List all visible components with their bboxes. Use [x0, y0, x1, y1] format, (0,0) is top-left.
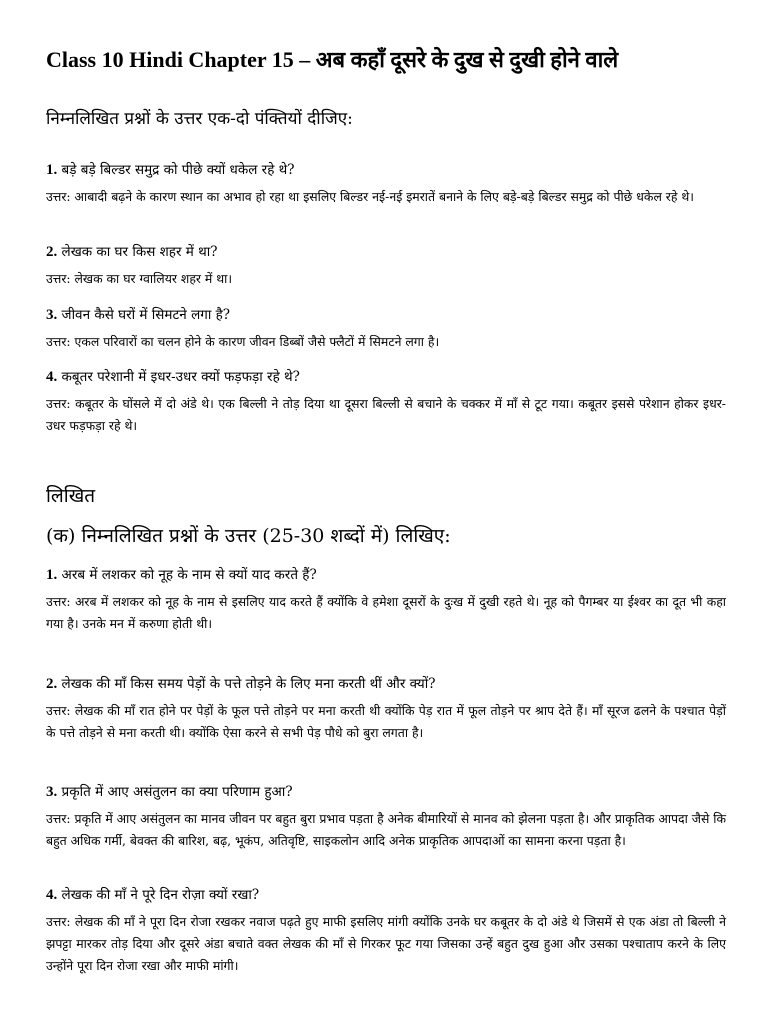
answer: उत्तर: प्रकृति में आए असंतुलन का मानव जीवन पर बहुत बुरा प्रभाव पड़ता है अनेक बीमारियों से मानव को झेलना पड़ता है। और प्राकृतिक आपदा जैसे कि बहुत अधिक गर्मी, बेवक्त की बारिश, बढ़, भूकंप, अतिवृष्टि, साइकलोन आदि अनेक प्राकृतिक आपदाओं का सामना करना पड़ता है। [46, 811, 726, 848]
question-number: 4. [46, 369, 58, 385]
question-number: 3. [46, 307, 58, 323]
question-number: 3. [46, 784, 58, 800]
qa-item-2 [46, 242, 726, 290]
section1-heading: निम्नलिखित प्रश्नों के उत्तर एक-दो पंक्तियों दीजिए: [46, 109, 353, 129]
answer: उत्तर: अरब में लशकर को नूह के नाम से इसलिए याद करते हैं क्योंकि वे हमेशा दूसरों के दुःख में दुखी रहते थे। नूह को पैगम्बर या ईश्वर का दूत भी कहा गया है। उनके मन में करुणा होती थी। [46, 594, 726, 631]
answer: उत्तर: लेखक की माँ रात होने पर पेड़ों के फूल पत्ते तोड़ने पर मना करती थी क्योंकि पेड़ रात में फूल तोड़ने पर श्राप देते हैं। माँ सूरज ढलने के पश्चात पेड़ों के पत्ते तोड़ने से मना करती थी। क्योंकि ऐसा करने से सभी पेड़ पौधे को बुरा लगता है। [46, 703, 726, 740]
question-number: 1. [46, 162, 58, 178]
question-text: जीवन कैसे घरों में सिमटने लगा है? [61, 307, 231, 323]
question [46, 160, 726, 180]
answer: उत्तर: एकल परिवारों का चलन होने के कारण जीवन डिब्बों जैसे फ्लैटों में सिमटने लगा है। [46, 334, 440, 349]
question [46, 674, 726, 694]
section2-title: लिखित [46, 485, 96, 507]
question [46, 242, 726, 262]
question [46, 367, 726, 387]
section2-heading: (क) निम्नलिखित प्रश्नों के उत्तर (25-30 शब्दों में) लिखिए: [46, 525, 451, 547]
question-number: 2. [46, 244, 58, 260]
answer: उत्तर: कबूतर के घोंसले में दो अंडे थे। एक बिल्ली ने तोड़ दिया था दूसरा बिल्ली से बचाने के चक्कर में माँ से टूट गया। कबूतर इससे परेशान होकर इधर-उधर फड़फड़ा रहे थे। [46, 396, 726, 433]
document-title: Class 10 Hindi Chapter 15 – अब कहाँ दूसरे के दुख से दुखी होने वाले [46, 47, 619, 72]
question [46, 305, 726, 325]
question-text: लेखक का घर किस शहर में था? [61, 244, 218, 260]
question [46, 885, 726, 905]
qa-item-3 [46, 305, 726, 353]
qa-item-1 [46, 160, 726, 208]
qa-item-7 [46, 782, 726, 852]
answer: उत्तर: लेखक की माँ ने पूरा दिन रोजा रखकर नवाज पढ़ते हुए माफी इसलिए मांगी क्योंकि उनके घर कबूतर के दो अंडे थे जिसमें से एक अंडा तो बिल्ली ने झपट्टा मारकर तोड़ दिया और दूसरे अंडा बचाते वक्त लेखक की माँ से गिरकर फूट गया जिसका उन्हें बहुत दुख हुआ और उसका पश्चाताप करने के लिए उन्होंने पूरा दिन रोजा रखा और माफी मांगी। [46, 914, 726, 973]
answer: उत्तर: आबादी बढ़ने के कारण स्थान का अभाव हो रहा था इसलिए बिल्डर नई-नई इमरातें बनाने के लिए बड़े-बड़े बिल्डर समुद्र को पीछे धकेल रहे थे। [46, 189, 694, 204]
question-number: 4. [46, 887, 58, 903]
qa-item-8 [46, 885, 726, 977]
question [46, 782, 726, 802]
question-number: 2. [46, 676, 58, 692]
question-text: बड़े बड़े बिल्डर समुद्र को पीछे क्यों धकेल रहे थे? [61, 162, 295, 178]
qa-item-6 [46, 674, 726, 744]
question-number: 1. [46, 567, 58, 583]
question [46, 565, 726, 585]
question-text: अरब में लशकर को नूह के नाम से क्यों याद करते हैं? [61, 567, 317, 583]
question-text: लेखक की माँ किस समय पेड़ों के पत्ते तोड़ने के लिए मना करती थीं और क्यों? [61, 676, 436, 692]
qa-item-4 [46, 367, 726, 437]
question-text: प्रकृति में आए असंतुलन का क्या परिणाम हुआ? [61, 784, 293, 800]
question-text: लेखक की माँ ने पूरे दिन रोज़ा क्यों रखा? [61, 887, 260, 903]
answer: उत्तर: लेखक का घर ग्वालियर शहर में था। [46, 271, 233, 286]
qa-item-5 [46, 565, 726, 635]
question-text: कबूतर परेशानी में इधर-उधर क्यों फड़फड़ा रहे थे? [61, 369, 300, 385]
